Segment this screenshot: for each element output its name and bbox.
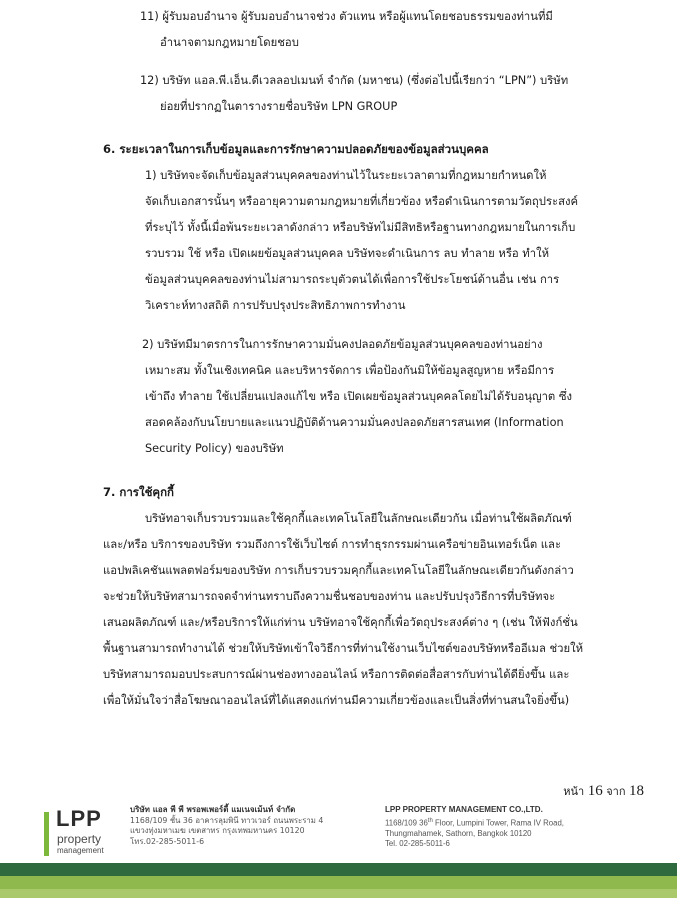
- footer-thai-line-1: 1168/109 ชั้น 36 อาคารลุมพินี ทาวเวอร์ ถนนพระราม 4: [130, 815, 324, 825]
- s7-line-3: แอปพลิเคชันแพลตฟอร์มของบริษัท การเก็บรวบรวมคุกกี้และเทคโนโลยีในลักษณะเดียวกันดังกล่าว: [103, 564, 574, 577]
- company-logo: [44, 806, 124, 862]
- s6-p2-line-5: Security Policy) ของบริษัท: [145, 442, 284, 455]
- s6-p1-line-5: ข้อมูลส่วนบุคคลของท่านไม่สามารถระบุตัวตนได้เพื่อการใช้ประโยชน์ด้านอื่น เช่น การ: [145, 273, 560, 286]
- s6-p1-line-6: วิเคราะห์ทางสถิติ การปรับปรุงประสิทธิภาพการทำงาน: [145, 299, 406, 312]
- footer-en-line-1b: Floor, Lumpini Tower, Rama IV Road,: [432, 818, 564, 828]
- s6-p2-line-1: 2) บริษัทมีมาตรการในการรักษาความมั่นคงปลอดภัยข้อมูลส่วนบุคคลของท่านอย่าง: [142, 338, 543, 351]
- s6-p1-line-1: 1) บริษัทจะจัดเก็บข้อมูลส่วนบุคคลของท่านไว้ในระยะเวลาตามที่กฎหมายกำหนดให้: [145, 169, 547, 182]
- logo-word-property: property: [57, 832, 102, 846]
- s6-p1-line-3: ที่ระบุไว้ ทั้งนี้เมื่อพ้นระยะเวลาดังกล่าว หรือบริษัทไม่มีสิทธิหรือฐานทางกฎหมายในการเก็บ: [145, 221, 576, 234]
- footer-english-line-3: Tel. 02-285-5011-6: [385, 839, 450, 849]
- s6-p2-line-3: เข้าถึง ทำลาย ใช้เปลี่ยนแปลงแก้ไข หรือ เปิดเผยข้อมูลส่วนบุคคลโดยไม่ได้รับอนุญาต ซึ่ง: [145, 390, 573, 403]
- s7-line-5: เสนอผลิตภัณฑ์ และ/หรือบริการให้แก่ท่าน บริษัทอาจใช้คุกกี้เพื่อวัตถุประสงค์ต่าง ๆ (เช่น ให้ฟังก์ชั่น: [103, 616, 578, 629]
- footer-english-line-1: [385, 816, 564, 829]
- footer-dark-band: [0, 863, 677, 876]
- s7-line-6: พื้นฐานสามารถทำงานได้ ช่วยให้บริษัทเข้าใจวิธีการที่ท่านใช้งานเว็บไซต์ของบริษัทหรืออีเมล ช่วยให้: [103, 642, 584, 655]
- page-total: 18: [629, 783, 644, 799]
- s7-line-4: จะช่วยให้บริษัทสามารถจดจำท่านทราบถึงความชื่นชอบของท่าน และปรับปรุงวิธีการที่บริษัทจะ: [103, 590, 556, 603]
- s7-line-8: เพื่อให้มั่นใจว่าสื่อโฆษณาออนไลน์ที่ได้แสดงแก่ท่านมีความเกี่ยวข้องและเป็นสิ่งที่ท่านสนใจยิ่งขึ้น): [103, 694, 570, 707]
- logo-bar-icon: [44, 812, 49, 856]
- page-number: [563, 782, 644, 800]
- section-7-heading: 7. การใช้คุกกี้: [103, 485, 175, 499]
- footer-english-line-2: Thungmahamek, Sathorn, Bangkok 10120: [385, 828, 532, 838]
- page-current: 16: [587, 783, 603, 799]
- footer-thai-line-3: โทร.02-285-5011-6: [130, 836, 205, 846]
- footer-company-name-english: LPP PROPERTY MANAGEMENT CO.,LTD.: [385, 805, 543, 814]
- page-footer: [0, 800, 677, 898]
- s6-p2-line-4: สอดคล้องกับนโยบายและแนวปฏิบัติด้านความมั่นคงปลอดภัยสารสนเทศ (Information: [145, 416, 564, 429]
- section-6-heading: 6. ระยะเวลาในการเก็บข้อมูลและการรักษาความปลอดภัยของข้อมูลส่วนบุคคล: [103, 142, 489, 156]
- footer-address-english: [385, 805, 564, 850]
- page-prefix: หน้า: [563, 785, 585, 798]
- item-12-line-2: ย่อยที่ปรากฏในตารางรายชื่อบริษัท LPN GROUP: [160, 100, 398, 113]
- item-11-line-1: 11) ผู้รับมอบอำนาจ ผู้รับมอบอำนาจช่วง ตัวแทน หรือผู้แทนโดยชอบธรรมของท่านที่มี: [140, 10, 553, 23]
- s7-line-7: บริษัทสามารถมอบประสบการณ์ผ่านช่องทางออนไลน์ หรือการติดต่อสื่อสารกับท่านได้ดียิ่งขึ้น และ: [103, 668, 570, 681]
- item-11-line-2: อำนาจตามกฎหมายโดยชอบ: [160, 36, 299, 49]
- footer-company-name-thai: บริษัท แอล พี พี พรอพเพอร์ตี้ แมเนจเม้นท์ จำกัด: [130, 805, 296, 814]
- s6-p2-line-2: เหมาะสม ทั้งในเชิงเทคนิค และบริหารจัดการ เพื่อป้องกันมิให้ข้อมูลสูญหาย หรือมีการ: [145, 364, 555, 377]
- item-12-line-1: 12) บริษัท แอล.พี.เอ็น.ดีเวลลอปเมนท์ จำกัด (มหาชน) (ซึ่งต่อไปนี้เรียกว่า “LPN”) บริษัท: [140, 74, 569, 87]
- s7-line-1: บริษัทอาจเก็บรวบรวมและใช้คุกกี้และเทคโนโลยีในลักษณะเดียวกัน เมื่อท่านใช้ผลิตภัณฑ์: [145, 512, 572, 525]
- logo-brand: LPP: [56, 806, 102, 831]
- footer-thai-line-2: แขวงทุ่งมหาเมฆ เขตสาทร กรุงเทพมหานคร 10120: [130, 826, 305, 835]
- footer-en-line-1a: 1168/109 36: [385, 818, 428, 828]
- s6-p1-line-2: จัดเก็บเอกสารนั้นๆ หรืออายุความตามกฎหมายที่เกี่ยวข้อง หรือดำเนินการตามวัตถุประสงค์: [145, 195, 579, 208]
- logo-word-management: management: [57, 846, 104, 855]
- footer-en-line-1-sup: th: [427, 817, 433, 824]
- footer-light-band-2: [0, 889, 677, 898]
- footer-light-band: [0, 876, 677, 889]
- footer-address-thai: [130, 805, 323, 847]
- s6-p1-line-4: รวบรวม ใช้ หรือ เปิดเผยข้อมูลส่วนบุคคล บริษัทจะดำเนินการ ลบ ทำลาย หรือ ทำให้: [145, 247, 550, 260]
- s7-line-2: และ/หรือ บริการของบริษัท รวมถึงการใช้เว็บไซต์ การทำธุรกรรมผ่านเครือข่ายอินเทอร์เน็ต และ: [103, 538, 562, 551]
- page-of: จาก: [606, 785, 626, 798]
